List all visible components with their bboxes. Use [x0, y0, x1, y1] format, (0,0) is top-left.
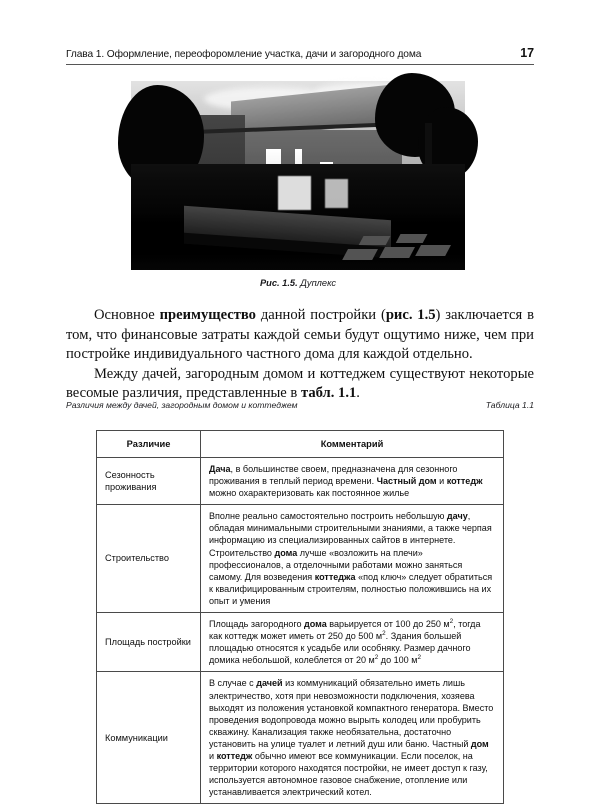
p1-bold-figref: рис. 1.5	[385, 307, 436, 323]
table-row	[97, 458, 504, 505]
paragraph-1	[66, 306, 534, 365]
comment-text: , в большинстве своем, предназначена для сезонного проживания в теплый период времени.	[209, 464, 458, 487]
table-cell-difference: Площадь постройки	[97, 613, 201, 672]
comment-text: «под ключ» следует обратиться к квалифицированным строителям, полностью положившись на их опыт и умения	[209, 571, 493, 606]
header-divider	[66, 64, 534, 65]
comment-term: дачей	[256, 678, 283, 689]
comment-term: дома	[274, 547, 298, 558]
p1-run-1: Основное	[94, 307, 160, 323]
table-cell-difference: Сезонность проживания	[97, 458, 201, 505]
comment-text: и	[436, 476, 447, 487]
comment-text: варьируется от 100 до 250 $м^2$, тогда как коттедж может иметь от 250 до 500 $м^2$. Здания большей площадью относятся к усадьбе или особняку. Размер дачного домика небольшой, колеблется от 20 $м^2$ до 100 $м^2$	[209, 618, 481, 666]
figure-caption-text: Дуплекс	[297, 278, 337, 288]
comment-text: лучше «возложить на плечи» профессионалов, а отделочными работами можно заняться самому. Для возведения	[209, 547, 463, 582]
comment-term: коттеджа	[314, 571, 356, 582]
comment-text: , обладая минимальными строительными знаниями, а также черпая информацию из специализированных сайтов в интернете. Строительство	[209, 511, 492, 558]
table-cell-comment	[201, 613, 504, 672]
table-cell-comment	[201, 505, 504, 613]
table-row	[97, 505, 504, 613]
table-cell-difference: Строительство	[97, 505, 201, 613]
table-header-row	[97, 431, 504, 458]
photo-paver	[396, 234, 428, 243]
table-row	[97, 613, 504, 672]
table-cell-comment	[201, 458, 504, 505]
comment-term: Дача	[209, 464, 231, 474]
differences-table	[96, 430, 504, 804]
duplex-photo	[131, 81, 465, 270]
p1-run-3: ) заключается в том, что финансовые затраты каждой семьи будут ощутимо ниже, чем при постройке индивидуального частного дома для каждой отдельно.	[66, 307, 534, 363]
table-caption-title: Различия между дачей, загородным домом и коттеджем	[66, 400, 298, 410]
column-header-comment: Комментарий	[201, 431, 504, 458]
comment-term: дом	[470, 738, 489, 749]
figure-number: Рис. 1.5.	[259, 278, 298, 288]
photo-lit-window	[278, 176, 311, 210]
comment-term: дачу	[446, 511, 468, 522]
photo-lit-window	[325, 179, 348, 207]
table-cell-comment	[201, 672, 504, 804]
p2-run-2: .	[356, 385, 360, 402]
chapter-title: Глава 1. Оформление, переофоромление участка, дачи и загородного дома	[66, 49, 422, 60]
table-cell-difference: Коммуникации	[97, 672, 201, 804]
table-row	[97, 672, 504, 804]
table-caption-number: Таблица 1.1	[485, 400, 534, 410]
comment-text: В случае с	[209, 678, 257, 689]
comment-text: Вполне реально самостоятельно построить небольшую	[209, 511, 447, 522]
page-number: 17	[520, 46, 534, 60]
comment-text: из коммуникаций обязательно иметь лишь электричество, хотя при невозможности подключения, хозяева выходят из положения установкой компактного генератора. Вместо проведения водопровода можно вырыть колодец или пробурить скважину. Канализация также необязательна, достаточно установить на улице туалет и летний душ или баню. Частный	[209, 678, 494, 749]
photo-paver	[378, 247, 414, 258]
comment-text: и	[209, 750, 217, 761]
photo-paver	[359, 236, 391, 245]
table-caption	[66, 400, 534, 410]
comment-text: Площадь загородного	[209, 619, 305, 630]
figure-caption	[131, 278, 465, 288]
column-header-difference: Различие	[97, 431, 201, 458]
p2-bold-tableref: табл. 1.1	[300, 385, 357, 402]
comment-term: Частный дом	[376, 476, 437, 487]
comment-text: обычно имеют все коммуникации. Если поселок, на территории которого находятся постройки, не имеет доступ к газу, используется автономное газовое снабжение, отопление или устанавливается электрический котел.	[209, 750, 488, 798]
paragraph-2	[66, 365, 534, 404]
table-body	[97, 458, 504, 804]
running-head	[66, 46, 534, 64]
figure-block	[131, 81, 465, 288]
comment-term: коттедж	[446, 476, 483, 487]
body-text	[66, 306, 534, 404]
p1-bold-advantage: преимущество	[159, 307, 256, 323]
p2-run-1: Между дачей, загородным домом и коттеджем существуют некоторые весомые различия, представленные в	[66, 365, 534, 402]
comment-term: дома	[304, 619, 327, 630]
p1-run-2: данной постройки (	[255, 307, 386, 323]
comment-term: коттедж	[216, 750, 253, 761]
photo-paver	[342, 249, 378, 260]
comment-text: можно охарактеризовать как постоянное жилье	[209, 488, 410, 499]
